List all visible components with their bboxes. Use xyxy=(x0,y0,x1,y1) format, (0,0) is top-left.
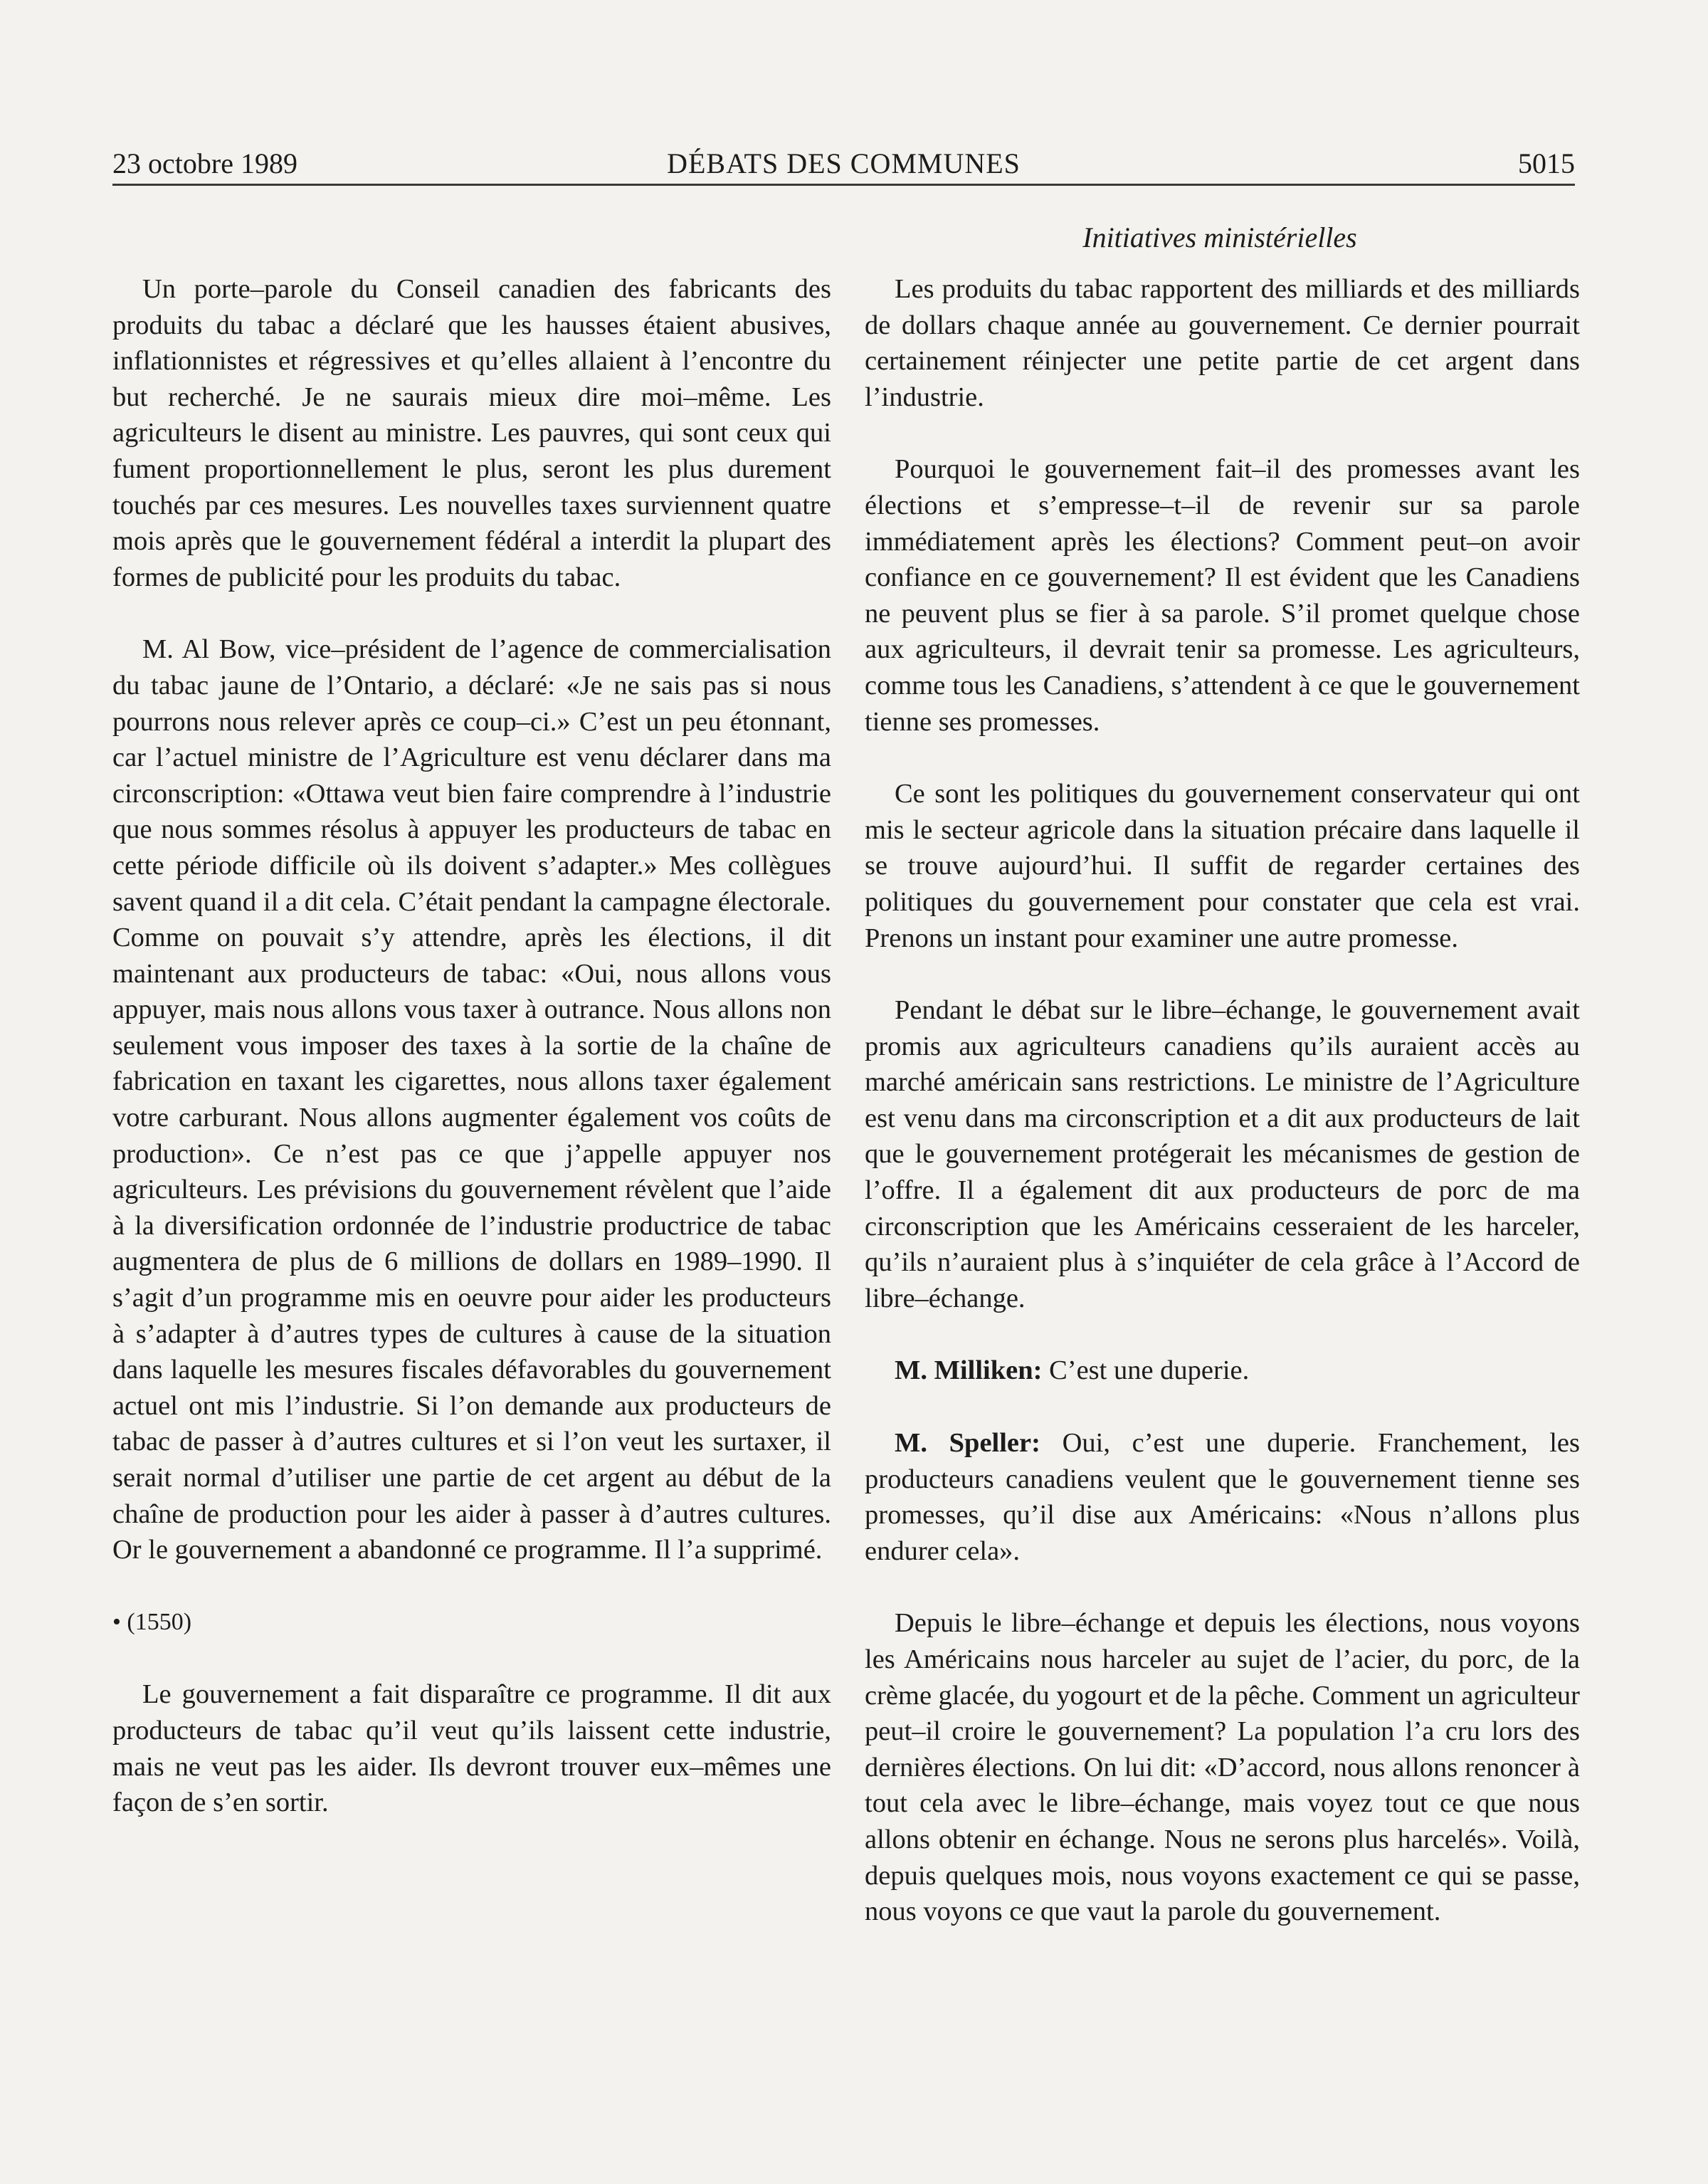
paragraph: Depuis le libre–échange et depuis les élections, nous voyons les Américains nous harceler au sujet de l’acier, du porc, de la crème glacée, du yogourt et de la pêche. Comment un agriculteur peut–il croire le gouvernement? La population l’a cru lors des dernières élections. On lui dit: «D’accord, nous allons renoncer à tout cela avec le libre–échange, mais voyez tout ce que nous allons obtenir en échange. Nous ne serons plus harcelés». Voilà, depuis quelques mois, nous voyons exactement ce qui se passe, nous voyons ce que vaut la parole du gouvernement. xyxy=(865,1608,1580,1927)
speech-text: C’est une duperie. xyxy=(1042,1355,1250,1386)
paragraph: Les produits du tabac rapportent des milliards et des milliards de dollars chaque année au gouvernement. Ce dernier pourrait certainement réinjecter une petite partie de cet argent dans l’industrie. xyxy=(865,274,1580,412)
time-marker: • (1550) xyxy=(112,1608,192,1635)
right-column xyxy=(865,271,1580,1966)
paragraph: Un porte–parole du Conseil canadien des fabricants des produits du tabac a déclaré que les hausses étaient abusives, inflationnistes et régressives et qu’elles allaient à l’encontre du but recherché. Je ne saurais mieux dire moi–même. Les agriculteurs le disent au ministre. Les pauvres, qui sont ceux qui fument proportionnellement le plus, seront les plus durement touchés par ces mesures. Les nouvelles taxes surviennent quatre mois après que le gouvernement fédéral a interdit la plupart des formes de publicité pour les produits du tabac. xyxy=(112,274,831,592)
speaker-name: M. Speller: xyxy=(895,1428,1040,1459)
paragraph: Ce sont les politiques du gouvernement conservateur qui ont mis le secteur agricole dans la situation précaire dans laquelle il se trouve aujourd’hui. Il suffit de regarder certaines des politiques du gouvernement pour constater que cela est vrai. Prenons un instant pour examiner une autre promesse. xyxy=(865,779,1580,953)
page-header xyxy=(112,144,1575,186)
paragraph: M. Al Bow, vice–président de l’agence de commercialisation du tabac jaune de l’Ontario, a déclaré: «Je ne sais pas si nous pourrons nous relever après ce coup–ci.» C’est un peu étonnant, car l’actuel ministre de l’Agriculture est venu déclarer dans ma circonscription: «Ottawa veut bien faire comprendre à l’industrie que nous sommes résolus à appuyer les producteurs de tabac en cette période difficile où ils doivent s’adapter.» Mes collègues savent quand il a dit cela. C’était pendant la campagne électorale. Comme on pouvait s’y attendre, après les élections, il dit maintenant aux producteurs de tabac: «Oui, nous allons vous appuyer, mais nous allons vous taxer à outrance. Nous allons non seulement vous imposer des taxes à la sortie de la chaîne de fabrication en taxant les cigarettes, nous allons taxer également votre carburant. Nous allons augmenter également vos coûts de production». Ce n’est pas ce que j’appelle appuyer nos agriculteurs. Les prévisions du gouvernement révèlent que l’aide à la diversification ordonnée de l’industrie productrice de tabac augmentera de plus de 6 millions de dollars en 1989–1990. Il s’agit d’un programme mis en oeuvre pour aider les producteurs à s’adapter à d’autres types de cultures à cause de la situation dans laquelle les mesures fiscales défavorables du gouvernement actuel ont mis l’industrie. Si l’on demande aux producteurs de tabac de passer à d’autres cultures et si l’on veut les surtaxer, il serait normal d’utiliser une partie de cet argent au début de la chaîne de production pour les aider à passer à d’autres cultures. Or le gouvernement a abandonné ce programme. Il l’a supprimé. xyxy=(112,634,831,1565)
paragraph: Pourquoi le gouvernement fait–il des promesses avant les élections et s’empresse–t–il de revenir sur sa parole immédiatement après les élections? Comment peut–on avoir confiance en ce gouvernement? Il est évident que les Canadiens ne peuvent plus se fier à sa parole. S’il promet quelque chose aux agriculteurs, il devrait tenir sa promesse. Les agriculteurs, comme tous les Canadiens, s’attendent à ce que le gouvernement tienne ses promesses. xyxy=(865,454,1580,737)
paragraph: Le gouvernement a fait disparaître ce programme. Il dit aux producteurs de tabac qu’il veut qu’ils laissent cette industrie, mais ne veut pas les aider. Ils devront trouver eux–mêmes une façon de s’en sortir. xyxy=(112,1679,831,1818)
speech-entry xyxy=(865,1425,1580,1569)
paragraph: Pendant le débat sur le libre–échange, le gouvernement avait promis aux agriculteurs canadiens qu’ils auraient accès au marché américain sans restrictions. Le ministre de l’Agriculture est venu dans ma circonscription et a dit aux producteurs de lait que le gouvernement protégerait les mécanismes de gestion de l’offre. Il a également dit aux producteurs de porc de ma circonscription que les Américains cesseraient de les harceler, qu’ils n’auraient plus à s’inquiéter de cela grâce à l’Accord de libre–échange. xyxy=(865,995,1580,1313)
header-date: 23 octobre 1989 xyxy=(112,147,297,179)
speaker-name: M. Milliken: xyxy=(895,1355,1043,1386)
section-rubric: Initiatives ministérielles xyxy=(1082,221,1357,253)
left-column xyxy=(112,271,831,1857)
speech-entry xyxy=(865,1353,1580,1389)
speech-text: Oui, c’est une duperie. Franchement, les producteurs canadiens veulent que le gouvernement tienne ses promesses, qu’il dise aux Américains: «Nous n’allons plus endurer cela». xyxy=(865,1428,1580,1566)
header-page-number: 5015 xyxy=(1518,147,1575,179)
header-journal-title: DÉBATS DES COMMUNES xyxy=(667,147,1021,179)
